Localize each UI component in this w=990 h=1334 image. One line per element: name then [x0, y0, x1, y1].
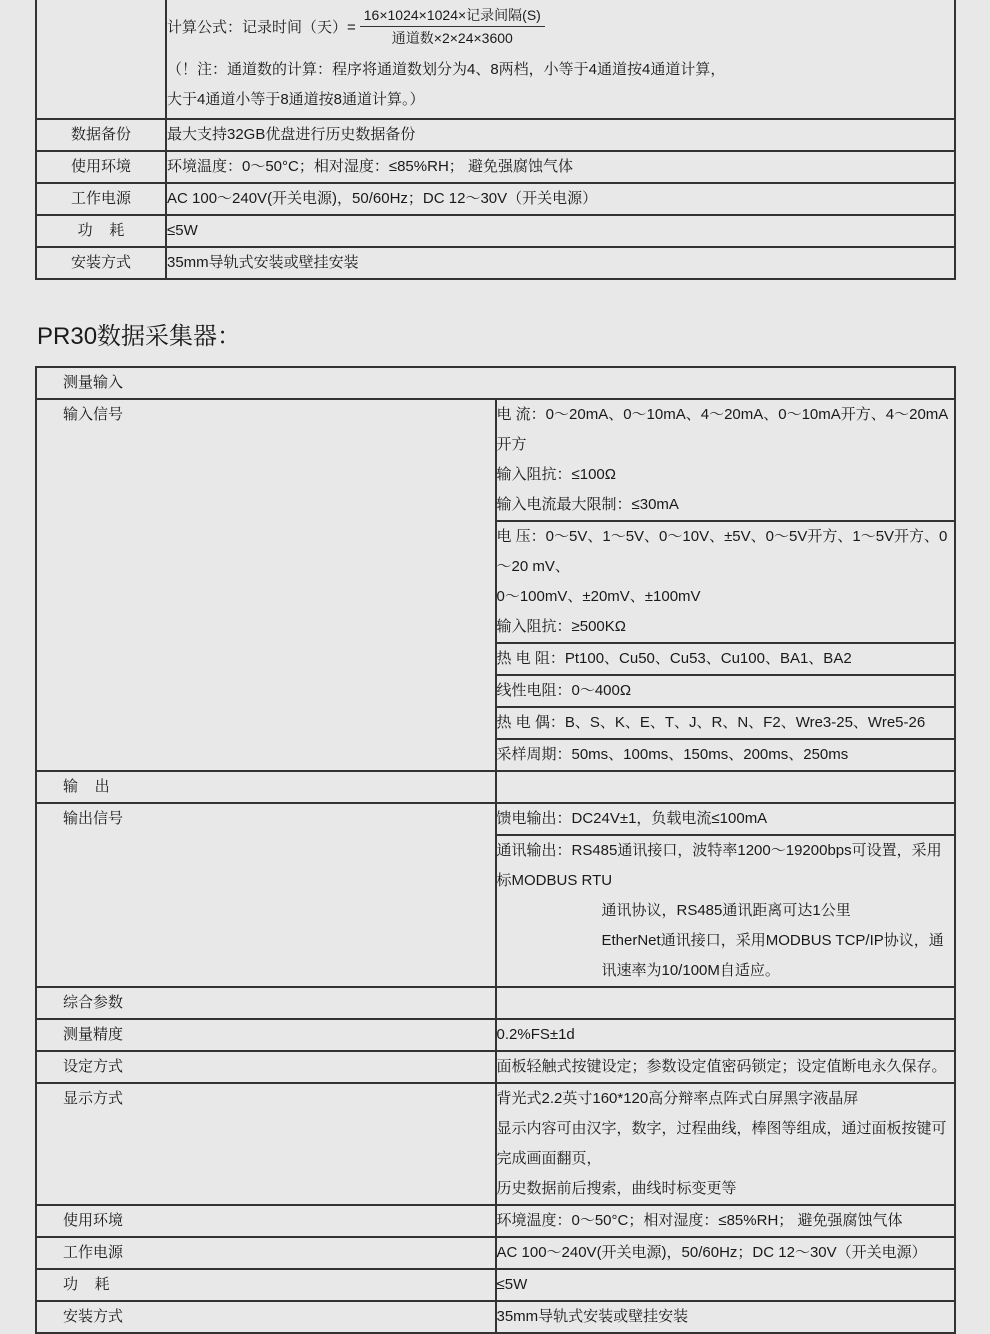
value-line: 0.2%FS±1d [496, 1026, 575, 1043]
value-line: EtherNet通讯接口，采用MODBUS TCP/IP协议，通讯速率为10/100M自适应。 [601, 932, 944, 979]
value-line: 显示内容可由汉字，数字，过程曲线，棒图等组成，通过面板按键可完成画面翻页， [496, 1120, 947, 1167]
row-value [496, 1301, 956, 1333]
record-time-formula [167, 0, 954, 49]
channel-note [167, 49, 954, 115]
table-row [36, 247, 955, 279]
row-value [496, 707, 956, 739]
row-label: 功 耗 [36, 1269, 496, 1301]
row-value [496, 1269, 956, 1301]
section-row [36, 367, 955, 399]
value-line: 输入电流最大限制：≤30mA [496, 496, 679, 513]
table-row [36, 987, 955, 1019]
value-line: 热 电 阻：Pt100、Cu50、Cu53、Cu100、BA1、BA2 [496, 650, 852, 667]
formula-row [36, 0, 955, 119]
value-line: 环境温度：0～50°C；相对湿度：≤85%RH； 避免强腐蚀气体 [496, 1212, 903, 1229]
row-value [166, 151, 955, 183]
formula-denominator: 通道数×2×24×3600 [391, 30, 513, 46]
row-label: 输入信号 [36, 399, 496, 771]
row-value [166, 247, 955, 279]
row-label: 测量精度 [36, 1019, 496, 1051]
table-row [36, 803, 955, 835]
table-row [36, 771, 955, 803]
value-line: AC 100～240V(开关电源)，50/60Hz；DC 12～30V（开关电源） [167, 190, 598, 207]
table-row [36, 1205, 955, 1237]
row-value [496, 1051, 956, 1083]
row-value [496, 1205, 956, 1237]
row-label: 输 出 [36, 771, 496, 803]
table-row [36, 215, 955, 247]
row-value [496, 835, 956, 987]
row-label: 输出信号 [36, 803, 496, 987]
value-line [497, 988, 955, 1018]
row-label: 工作电源 [36, 1237, 496, 1269]
value-line: 35mm导轨式安装或壁挂安装 [496, 1308, 689, 1325]
spec-table-continued [35, 0, 956, 280]
formula-cell [166, 0, 955, 119]
row-label: 数据备份 [36, 119, 166, 151]
value-line: 线性电阻：0～400Ω [496, 682, 632, 699]
value-line: 馈电输出：DC24V±1，负载电流≤100mA [496, 810, 768, 827]
row-label: 设定方式 [36, 1051, 496, 1083]
value-line: 环境温度：0～50°C；相对湿度：≤85%RH； 避免强腐蚀气体 [167, 158, 573, 175]
value-line: ≤5W [496, 1276, 528, 1293]
row-value [496, 521, 956, 643]
table-row [36, 151, 955, 183]
row-value [496, 987, 956, 1019]
formula-numerator: 16×1024×1024×记录间隔(S) [360, 4, 545, 27]
row-value [166, 119, 955, 151]
note-line: （！注：通道数的计算：程序将通道数划分为4、8两档，小等于4通道按4通道计算， [167, 61, 726, 78]
pr30-spec-table [35, 366, 956, 1334]
table-row [36, 1237, 955, 1269]
formula-prefix: 计算公式：记录时间（天）= [167, 19, 356, 36]
row-value [496, 1083, 956, 1205]
formula-fraction [360, 4, 545, 49]
table-row [36, 1019, 955, 1051]
value-line: 输入阻抗：≤100Ω [496, 466, 616, 483]
row-label: 使用环境 [36, 151, 166, 183]
row-label: 功 耗 [36, 215, 166, 247]
section-title: PR30数据采集器： [37, 323, 242, 350]
row-value [496, 739, 956, 771]
row-label: 安装方式 [36, 247, 166, 279]
row-value [496, 1237, 956, 1269]
value-line: 历史数据前后搜索，曲线时标变更等 [496, 1180, 737, 1197]
row-value [496, 803, 956, 835]
row-value [496, 643, 956, 675]
value-line: AC 100～240V(开关电源)，50/60Hz；DC 12～30V（开关电源） [496, 1244, 927, 1261]
table-row [36, 119, 955, 151]
value-line: 0～100mV、±20mV、±100mV [496, 588, 701, 605]
value-line: 电 流：0～20mA、0～10mA、4～20mA、0～10mA开方、4～20mA开方 [496, 406, 949, 453]
row-value [496, 675, 956, 707]
table-row [36, 1269, 955, 1301]
row-label: 综合参数 [36, 987, 496, 1019]
row-value [496, 771, 956, 803]
value-line [497, 772, 955, 802]
value-line: 背光式2.2英寸160*120高分辩率点阵式白屏黑字液晶屏 [496, 1090, 859, 1107]
table-row [36, 1301, 955, 1333]
value-line: 最大支持32GB优盘进行历史数据备份 [167, 126, 416, 143]
row-label: 安装方式 [36, 1301, 496, 1333]
row-value [166, 183, 955, 215]
value-line: 通讯协议，RS485通讯距离可达1公里 [601, 902, 851, 919]
value-line: ≤5W [167, 222, 198, 239]
row-value [166, 215, 955, 247]
value-line: 热 电 偶：B、S、K、E、T、J、R、N、F2、Wre3-25、Wre5-26 [496, 714, 926, 731]
value-line: 电 压：0～5V、1～5V、0～10V、±5V、0～5V开方、1～5V开方、0～20 mV、 [496, 528, 948, 575]
row-label: 工作电源 [36, 183, 166, 215]
value-line: 通讯输出：RS485通讯接口，波特率1200～19200bps可设置，采用标MODBUS RTU [496, 842, 942, 889]
table-row [36, 183, 955, 215]
row-value [496, 399, 956, 521]
table-row [36, 1051, 955, 1083]
table-row [36, 399, 955, 521]
row-label: 显示方式 [36, 1083, 496, 1205]
section-label: 测量输入 [36, 367, 955, 399]
note-line: 大于4通道小等于8通道按8通道计算。） [167, 91, 425, 108]
row-label: 使用环境 [36, 1205, 496, 1237]
value-line: 输入阻抗：≥500KΩ [496, 618, 626, 635]
row-value [496, 1019, 956, 1051]
row-label-empty [36, 0, 166, 119]
value-line: 面板轻触式按键设定；参数设定值密码锁定；设定值断电永久保存。 [496, 1058, 947, 1075]
value-line: 采样周期：50ms、100ms、150ms、200ms、250ms [496, 746, 849, 763]
table-row [36, 1083, 955, 1205]
value-line: 35mm导轨式安装或壁挂安装 [167, 254, 359, 271]
